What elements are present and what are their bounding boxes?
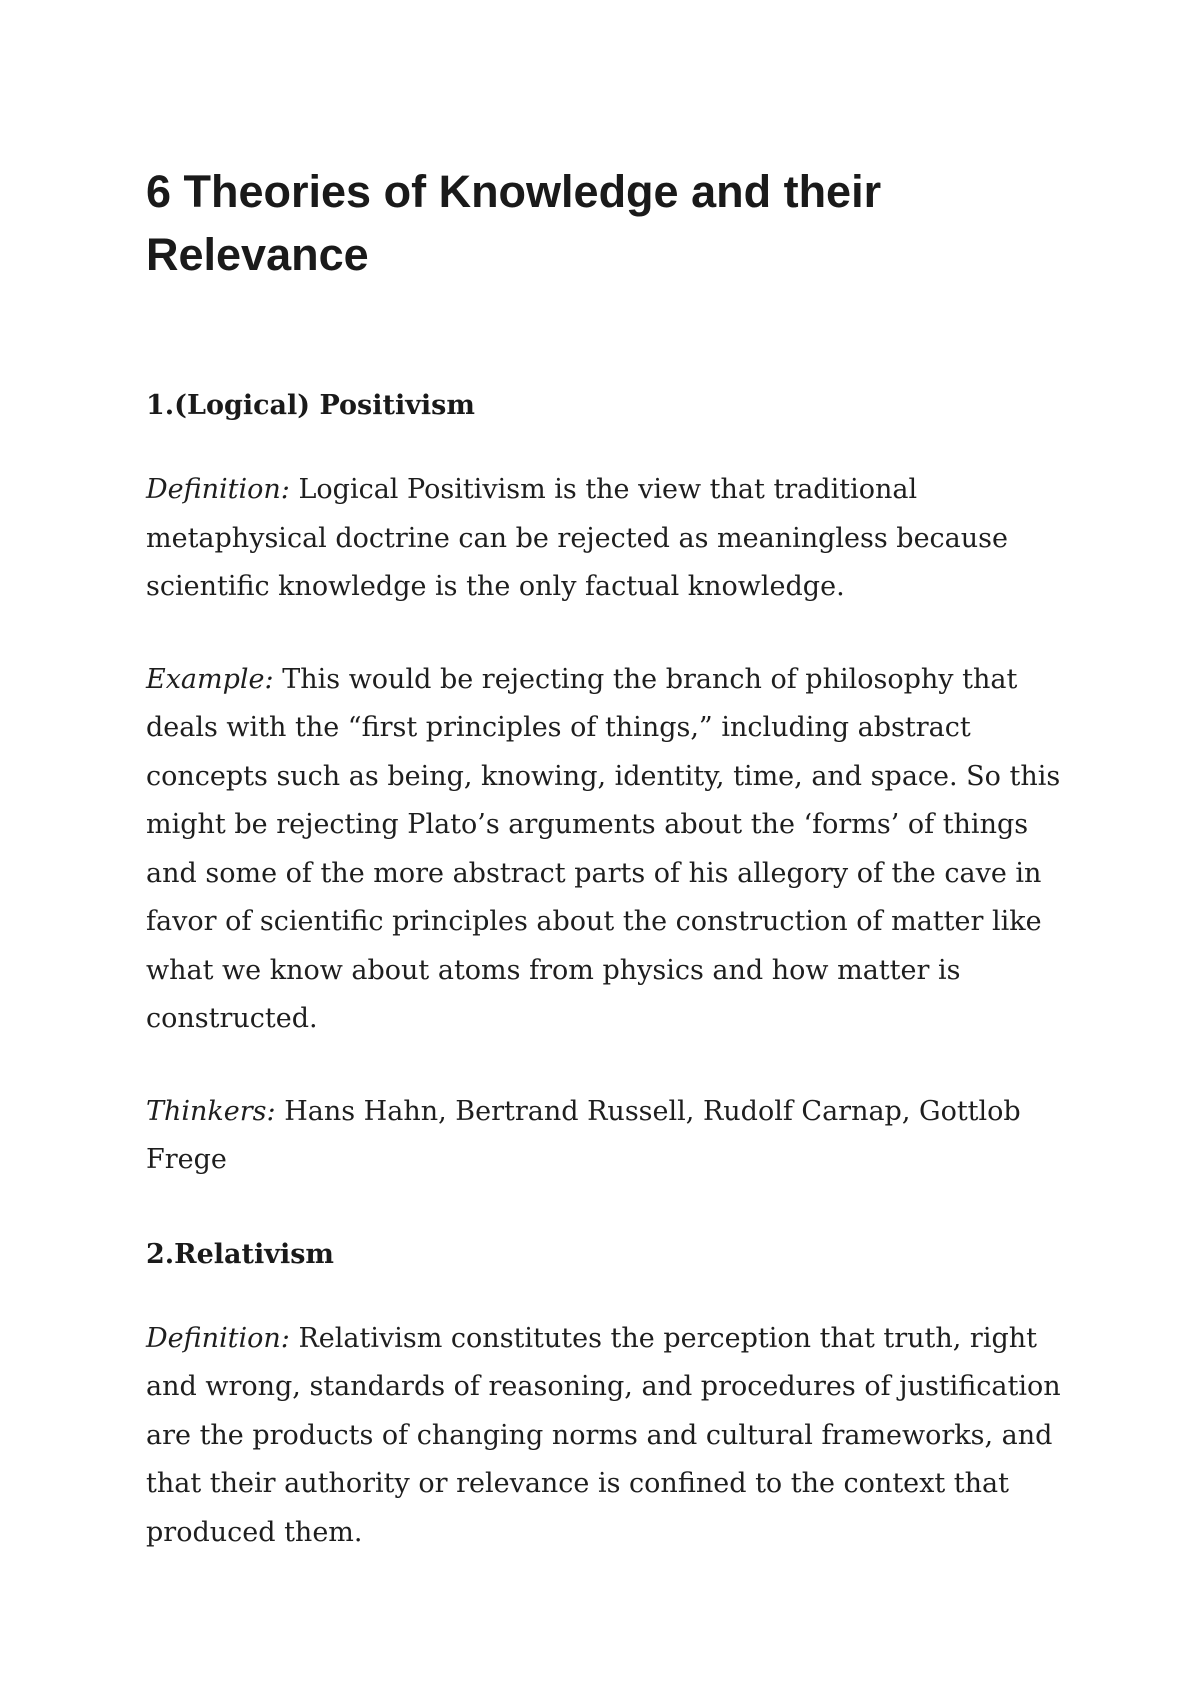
positivism-example — [146, 656, 1076, 1044]
definition-label: Definition: — [146, 1322, 290, 1354]
section-heading-positivism: 1.(Logical) Positivism — [146, 390, 475, 421]
definition-text: Relativism constitutes the perception that truth, right and wrong, standards of reasoning, and procedures of justification are the products of changing norms and cultural frameworks, and that their authority or relevance is confined to the context that produced them. — [146, 1322, 1061, 1548]
document-body — [146, 160, 1076, 1557]
example-label: Example: — [146, 663, 274, 695]
definition-label: Definition: — [146, 474, 290, 505]
document-title: 6 Theories of Knowledge and their Relevance — [146, 166, 882, 280]
relativism-definition — [146, 1315, 1076, 1558]
positivism-definition — [146, 466, 1076, 612]
example-text: This would be rejecting the branch of philosophy that deals with the “first principles of things,” including abstract concepts such as being, knowing, identity, time, and space. So this might be rejecting Plato’s arguments about the ‘forms’ of things and some of the more abstract parts of his allegory of the cave in favor of scientific principles about the construction of matter like what we know about atoms from physics and how matter is constructed. — [146, 663, 1061, 1034]
positivism-thinkers — [146, 1088, 1076, 1185]
section-heading-relativism: 2.Relativism — [146, 1238, 334, 1270]
thinkers-label: Thinkers: — [146, 1095, 276, 1127]
thinkers-text: Hans Hahn, Bertrand Russell, Rudolf Carnap, Gottlob Frege — [146, 1095, 1021, 1175]
definition-text: Logical Positivism is the view that traditional metaphysical doctrine can be rejected as meaningless because scientific knowledge is the only factual knowledge. — [146, 474, 1008, 602]
